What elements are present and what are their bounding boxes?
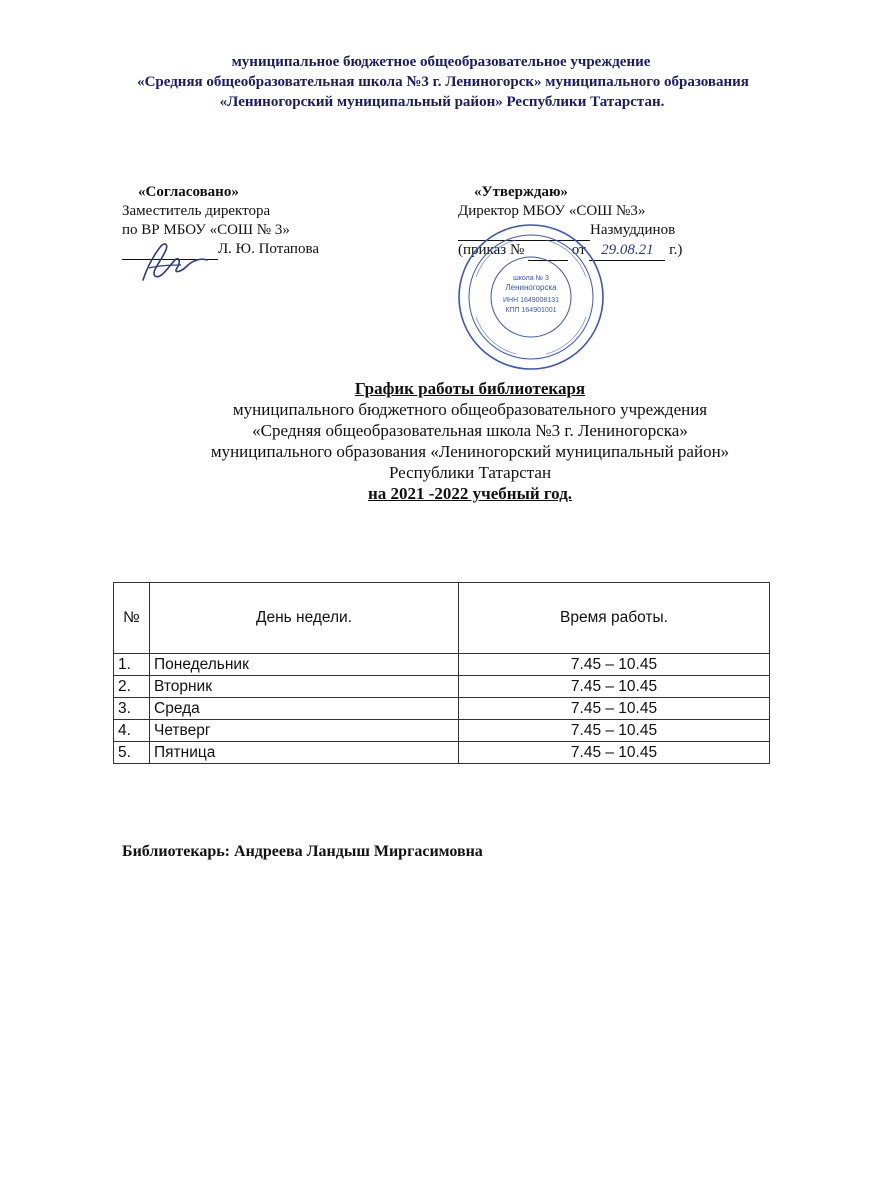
order-from: от	[571, 242, 586, 258]
document-year: на 2021 -2022 учебный год.	[367, 484, 573, 503]
handwritten-signature	[135, 238, 215, 288]
document-title-block	[130, 378, 810, 504]
document-subtitle-4: Республики Татарстан	[388, 463, 552, 482]
institution-header	[0, 52, 872, 112]
header-line-1: муниципальное бюджетное общеобразовательное учреждение	[231, 54, 651, 70]
agreed-position: Заместитель директора	[122, 203, 271, 219]
approved-position: Директор МБОУ «СОШ №3»	[458, 203, 646, 219]
document-subtitle-2: «Средняя общеобразовательная школа №3 г. Лениногорска»	[252, 421, 688, 440]
header-time: Время работы.	[459, 583, 770, 654]
row-time: 7.45 – 10.45	[459, 676, 770, 698]
table-row	[114, 654, 770, 676]
schedule-table	[113, 582, 770, 764]
stamp-line-city: Лениногорска	[505, 283, 557, 292]
row-number: 1.	[114, 654, 150, 676]
librarian-signature: Библиотекарь: Андреева Ландыш Миргасимовна	[122, 843, 483, 860]
order-prefix: (приказ №	[458, 242, 525, 258]
agreed-org: по ВР МБОУ «СОШ № 3»	[122, 222, 290, 238]
header-number: №	[114, 583, 150, 654]
row-day: Четверг	[150, 720, 459, 742]
table-row	[114, 676, 770, 698]
row-day: Среда	[150, 698, 459, 720]
row-day: Вторник	[150, 676, 459, 698]
order-suffix: г.)	[669, 242, 683, 258]
order-date: 29.08.21	[589, 241, 665, 261]
header-line-2: «Средняя общеобразовательная школа №3 г. Лениногорск» муниципального образования	[137, 74, 749, 90]
table-row	[114, 698, 770, 720]
header-day: День недели.	[150, 583, 459, 654]
agreed-title: «Согласовано»	[138, 184, 239, 200]
stamp-line-1: школа № 3	[513, 275, 549, 282]
approved-title: «Утверждаю»	[474, 184, 568, 200]
stamp-line-3: КПП 164901001	[505, 307, 557, 314]
row-number: 4.	[114, 720, 150, 742]
row-time: 7.45 – 10.45	[459, 698, 770, 720]
table-row	[114, 720, 770, 742]
document-title: График работы библиотекаря	[354, 379, 586, 398]
table-row	[114, 742, 770, 764]
approved-name: Назмуддинов	[590, 222, 676, 238]
row-number: 3.	[114, 698, 150, 720]
agreed-name: Л. Ю. Потапова	[218, 241, 319, 257]
row-day: Понедельник	[150, 654, 459, 676]
table-header-row	[114, 583, 770, 654]
header-line-3: «Лениногорский муниципальный район» Республики Татарстан.	[219, 94, 665, 110]
row-number: 2.	[114, 676, 150, 698]
row-number: 5.	[114, 742, 150, 764]
school-stamp	[456, 222, 606, 372]
row-day: Пятница	[150, 742, 459, 764]
row-time: 7.45 – 10.45	[459, 654, 770, 676]
document-subtitle-3: муниципального образования «Лениногорский муниципальный район»	[210, 442, 730, 461]
row-time: 7.45 – 10.45	[459, 720, 770, 742]
stamp-line-2: ИНН 1649008131	[502, 297, 560, 304]
document-subtitle-1: муниципального бюджетного общеобразовательного учреждения	[232, 400, 708, 419]
row-time: 7.45 – 10.45	[459, 742, 770, 764]
